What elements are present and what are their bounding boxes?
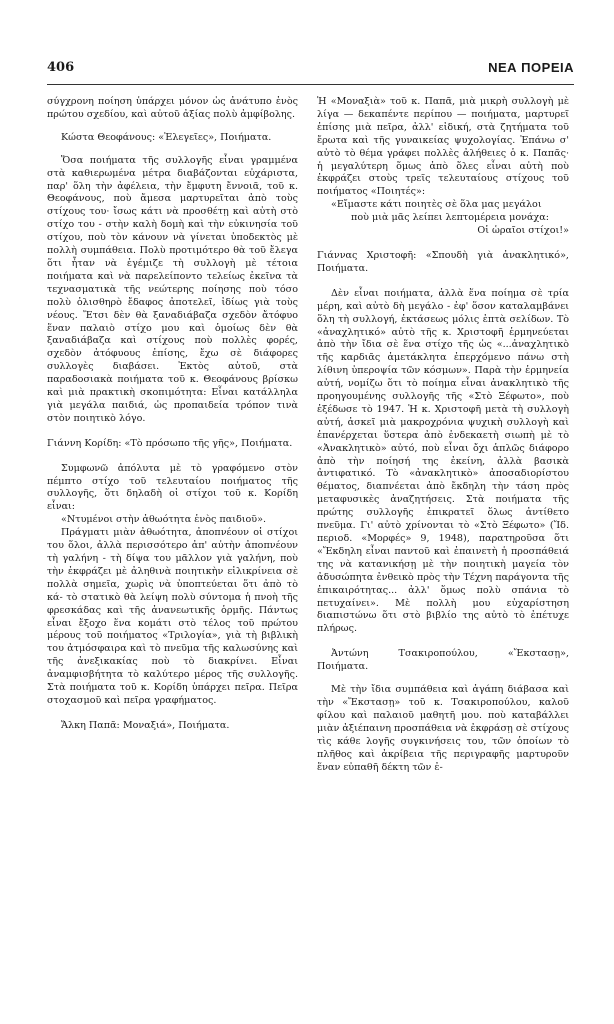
paragraph: Ἡ «Μοναξιὰ» τοῦ κ. Παπᾶ, μιὰ μικρὴ συλλογὴ μὲ λίγα — δεκαπέντε περίπου — ποιήματα, μαρτυρεῖ ἐπίσης μιὰ πεῖρα, ἀλλ' εἰδική, στὰ ζητήματα τοῦ ἔρωτα καὶ τῆς γυναικείας ψυχολογίας. Ἐπάνω σ' αὐτὸ τὸ θέμα γράφει πολλὲς ἀλήθειες ὁ κ. Παπᾶς· ἡ μεγαλύτερη ὅμως ἀπὸ ὅλες εἶναι αὐτὴ ποὺ ἐκφράζει στοὺς τρεῖς τελευταίους στίχους τοῦ ποιήματος «Ποιητές»: bbox=[317, 96, 569, 198]
paragraph: Ὅσα ποιήματα τῆς συλλογῆς εἶναι γραμμένα στὰ καθιερωμένα μέτρα διαβάζονται εὐχάριστα, παρ' ὅλη τὴν ἀφέλεια, τὴν ἔμφυτη ἔννοιᾶ, τοῦ κ. Θεοφάνους, ποὺ ἄμεσα μαρτυρεῖται ἀπὸ τοὺς στίχους του· ἴσως κάτι νὰ προσθέτῃ καὶ αὐτὴ στὸ στίχο του - στὴν καλὴ δομὴ καὶ τὴν εὐκινησία τοῦ στίχου, ποὺ τὸν κάνουν νὰ γίνεται ὑποδεκτὸς μὲ πολλὴ συμπάθεια. Πολὺ προτιμότερο θὰ τοῦ ἔλεγα ὅτι ἦταν νὰ ἐγέμιζε τὴ συλλογὴ μὲ τέτοια ποιήματα καὶ νὰ παρελείποντο τελείως ἐκεῖνα τὰ τεχνασματικὰ τῆς νεώτερης ποίησης ποὺ τόσο πολὺ ὀλισθηρὸ ἔδαφος ἀποτελεῖ, ἰδίως γιὰ τοὺς νέους. Ἔτσι δὲν θὰ ξαναδιάβαζα σχεδὸν ἄτόφυο ἕναν παλαιὸ στίχο μου καὶ ὁμοίως δὲν θὰ ξαναδιάβαζα καὶ στίχους ποὺ πολλὲς φορές, σχεδὸν ἀτόφυους ἐπίσης, ἔχω σὲ διάφορες συλλογὲς διαβάσει. Ἐκτὸς αὐτοῦ, στὰ παραδοσιακὰ ποιήματα τοῦ κ. Θεοφάνους βρίσκω καὶ μιὰ πρακτικὴ σκοπιμότητα: Εἶναι κατάλληλα γιὰ μεγάλα παιδιά, ὡς προπαιδεία τρόπον τινὰ στὸν ποιητικὸ λόγο. bbox=[47, 154, 298, 424]
left-column bbox=[47, 96, 298, 1014]
review-heading: Γιάννας Χριστοφῆ: «Σπουδὴ γιὰ ἀνακλητικό», Ποιήματα. bbox=[317, 249, 569, 274]
journal-title: ΝΕΑ ΠΟΡΕΙΑ bbox=[488, 60, 574, 75]
header-rule bbox=[47, 84, 574, 85]
quoted-verse: «Εἴμαστε κάτι ποιητὲς σὲ ὅλα μας μεγάλοι bbox=[331, 199, 542, 211]
quoted-verse: «Ντυμένοι στὴν ἀθωότητα ἑνὸς παιδιοῦ». bbox=[61, 514, 267, 526]
quoted-verse: Οἱ ὡραῖοι στίχοι!» bbox=[477, 225, 569, 237]
review-heading: Ἀντώνη Τσακιροπούλου, «Ἔκστασῃ», Ποιήματα. bbox=[317, 648, 569, 673]
quoted-verse: ποὺ μιὰ μᾶς λείπει λεπτομέρεια μονάχα: bbox=[351, 212, 549, 224]
page-header bbox=[47, 60, 574, 82]
page-number: 406 bbox=[47, 60, 75, 75]
paragraph: σύγχρονη ποίηση ὑπάρχει μόνον ὡς ἀνάτυπο ἑνὸς πρώτου σχεδίου, καὶ αὐτοῦ ἀξίας πολὺ ἀμφίβολης. bbox=[47, 96, 298, 120]
paragraph: Πράγματι μιὰν ἀθωότητα, ἀποπνέουν οἱ στίχοι του ὅλοι, ἀλλὰ περισσότερο ἀπ' αὐτὴν ἀποπνέουν τὴ γαλήνη - τὴ δίψα του μᾶλλον γιὰ γαλήνη, ποὺ τὴν ἐκφράζει μὲ ἀληθινὰ ποιητικὴν εἰλικρίνεια σὲ πολλὰ σημεῖα, χωρὶς νὰ ὑποπτεύεται ὅτι ἀπὸ τὸ κά- τὸ στατικὸ θὰ λείψη πολὺ σύντομα ἡ πνοὴ τῆς φρεσκάδας καὶ τῆς ἀνανεωτικῆς ὁρμῆς. Πάντως εἶναι ἔξοχο ἕνα κομάτι στὸ τέλος τοῦ πρώτου μέρους τοῦ ποιήματος «Τριλογία», γιὰ τὴ βιβλικὴ του ἀτμόσφαιρα καὶ τὸ πνεῦμα τῆς καλωσύνης καὶ τῆς ἀνεξικακίας ποὺ τὸ διακρίνει. Εἶναι ἀναμφισβήτητα τὸ καλύτερο μέρος τῆς συλλογῆς. Στὰ ποιήματα τοῦ κ. Κορίδη ὑπάρχει πεῖρα. Πεῖρα στοχασμοῦ καὶ πεῖρα γραφήματος. bbox=[47, 527, 298, 706]
review-heading: Γιάννη Κορίδη: «Τὸ πρόσωπο τῆς γῆς», Ποιήματα. bbox=[47, 437, 293, 449]
review-heading: Ἄλκη Παπᾶ: Μοναξιά», Ποιήματα. bbox=[61, 719, 230, 731]
review-heading: Κώστα Θεοφάνους: «Ἐλεγεῖες», Ποιήματα. bbox=[61, 131, 272, 143]
right-column bbox=[317, 96, 569, 1014]
paragraph: Δὲν εἶναι ποιήματα, ἀλλὰ ἕνα ποίημα σὲ τρία μέρη, καὶ αὐτὸ δὴ μεγάλο - ἐφ' ὅσον καταλαμβάνει ὅλη τὴ συλλογή, ἐκτάσεως μόλις ἑπτὰ σελίδων. Τὸ «ἀναχλητικό» αὐτὸ τῆς κ. Χριστοφῆ ἑρμηνεύεται ἀπὸ τὴν ἴδια σὲ ἕνα στίχο τῆς ὡς «...ἀναχλητικὸ τῆς καρδιᾶς ἀμετάκλητα ἐπερχόμενο πάνω στὴ λίθινη ὑπεροψία τῶν κόσμων». Παρὰ τὴν ἑρμηνεία αὐτή, νομίζω ὅτι τὸ ποίημα εἶναι ἀνακλητικὸ τῆς προηγουμένης συλλογῆς τῆς «Στὸ Ξέφωτο», ποὺ ἐξέδωσε τὸ 1947. Ἡ κ. Χριστοφῆ μετὰ τὴ συλλογὴ αὐτή, ἀσκεῖ μιὰ μακροχρόνια ψυχικὴ συλλογὴ καὶ ἐπανέρχεται ὕστερα ἀπὸ ἑνδεκαετὴ σιωπὴ μὲ τὸ «Ἀνακλητικὸ» αὐτό, ποὺ εἶναι ὄχι ἁπλῶς διάφορο ἀπὸ τὴν ποίησή της ἐκείνη, ἀλλὰ βασικὰ ἀντιφατικό. Τὸ «ἀνακλητικὸ» ἀποσαδιορίστου θέματος, διαπνέεται ἀπὸ ἔκδηλη τὴν τάση πρὸς μεταφυσικὲς ἀναζητήσεις. Στὰ ποιήματα τῆς πρώτης συλλογῆς ἐπικρατεῖ ὅλως ἀντίθετο πνεῦμα. Γι' αὐτὸ χρίνονται τὸ «Στὸ Ξέφωτο» (Ἴδ. περιοδ. «Μορφές» 9, 1948), παρατηροῦσα ὅτι «Ἔκδηλη εἶναι παντοῦ καὶ ἐπαινετὴ ἡ προσπάθειά της νὰ κατανικήσῃ μὲ τὴν ποιητικὴ μαγεία τὸν ἀδυσώπητα ἐνθεικὸ πρὸς τὴν Τέχνη παράγοντα τῆς ἐπικαιρότητας... ἀλλ' ὅμως πολὺ σπάνια τὸ πετυχαίνει». Μὲ πολλὴ μου εὐχαρίστηση διαπιστώνω ὅτι στὸ βιβλίο της αὐτὸ τὸ ἐπέτυχε πλήρως. bbox=[317, 287, 569, 635]
paragraph: Συμφωνῶ ἀπόλυτα μὲ τὸ γραφόμενο στὸν πέμπτο στίχο τοῦ τελευταίου ποιήματος τῆς συλλογῆς, ὅτι δηλαδὴ οἱ στίχοι τοῦ κ. Κορίδη εἶναι: bbox=[47, 462, 298, 513]
paragraph: Μὲ τὴν ἴδια συμπάθεια καὶ ἀγάπη διάβασα καὶ τὴν «Ἔκστασῃ» τοῦ κ. Τσακιροπούλου, καλοῦ φίλου καὶ παλαιοῦ μαθητῆ μου. ποὺ καταβάλλει μιὰν ἀξιέπαινη προσπάθεια νὰ ἐκφράσῃ σὲ στίχους τὶς κάθε λογῆς συγκινήσεις του, τῶν ὁποίων τὸ πλῆθος καὶ ἀκρίβεια τῆς περιγραφῆς μαρτυροῦν ἕναν εὐπαθῆ δέκτη τῶν ἐ- bbox=[317, 684, 569, 773]
